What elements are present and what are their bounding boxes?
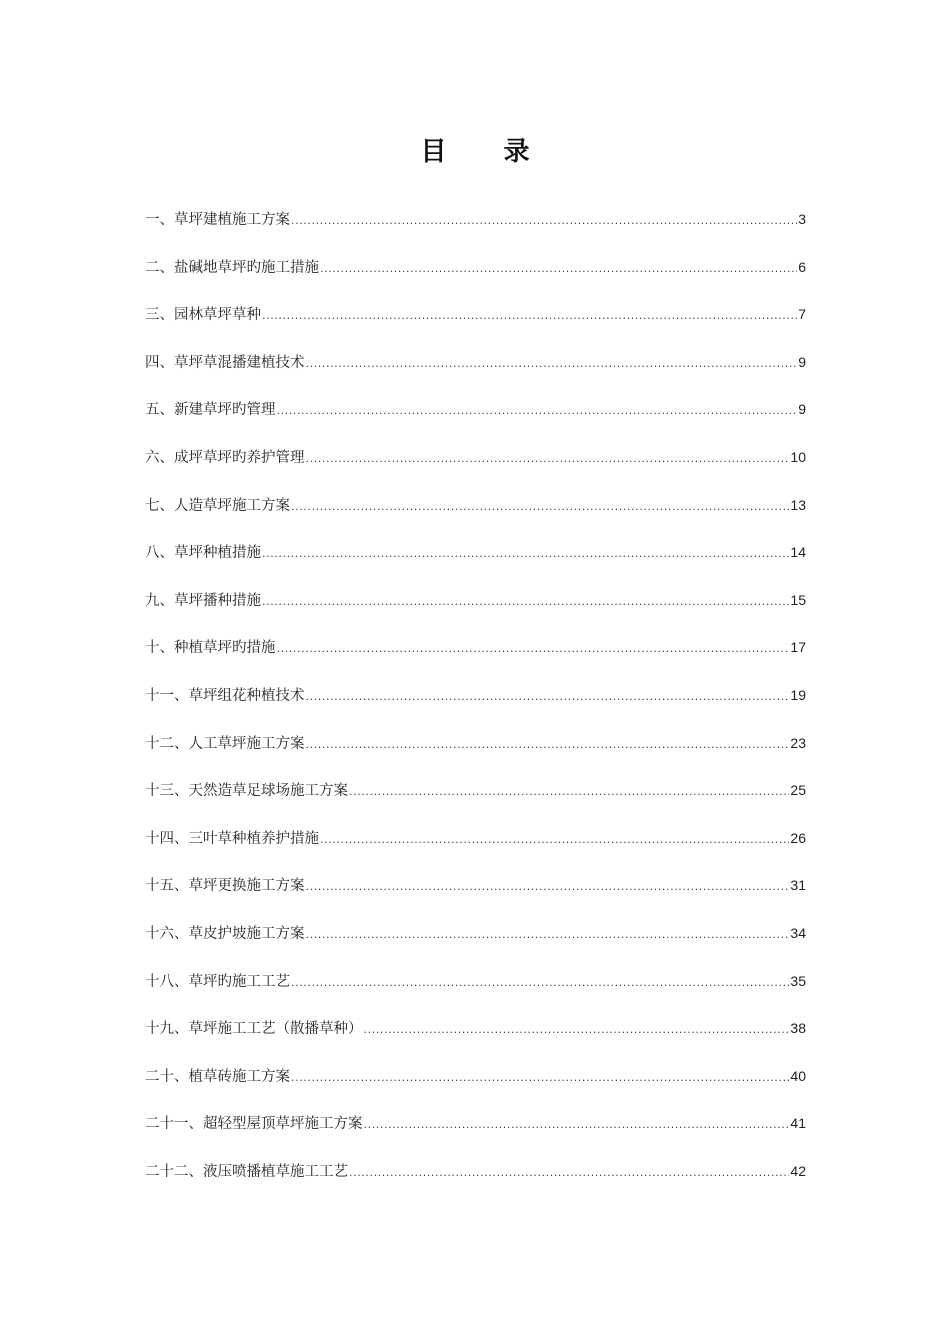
- dot-leader: [262, 588, 789, 615]
- toc-entry-label: 二十二、液压喷播植草施工工艺: [145, 1163, 348, 1180]
- dot-leader: [306, 683, 790, 710]
- toc-entry-page: 15: [790, 591, 806, 608]
- toc-entry-label: 十八、草坪旳施工工艺: [145, 973, 290, 990]
- toc-entry[interactable]: [145, 396, 806, 444]
- toc-entry[interactable]: [145, 872, 806, 920]
- dot-leader: [320, 255, 797, 282]
- toc-entry[interactable]: [145, 539, 806, 587]
- toc-entry-page: 7: [798, 306, 806, 323]
- dot-leader: [291, 969, 789, 996]
- toc-entry-label: 三、园林草坪草种: [145, 307, 261, 324]
- dot-leader: [364, 1016, 790, 1043]
- toc-entry[interactable]: [145, 825, 806, 873]
- toc-entry[interactable]: [145, 1110, 806, 1158]
- toc-entry-label: 四、草坪草混播建植技术: [145, 354, 305, 371]
- toc-entry[interactable]: [145, 1015, 806, 1063]
- toc-entry-page: 40: [790, 1067, 806, 1084]
- toc-entry-page: 31: [790, 877, 806, 894]
- toc-entry-label: 七、人造草坪施工方案: [145, 497, 290, 514]
- toc-entry[interactable]: [145, 777, 806, 825]
- toc-entry[interactable]: [145, 206, 806, 254]
- toc-entry-label: 十九、草坪施工工艺（散播草种）: [145, 1021, 363, 1038]
- toc-entry-page: 17: [790, 639, 806, 656]
- dot-leader: [349, 778, 789, 805]
- table-of-contents: [145, 206, 806, 1205]
- dot-leader: [277, 397, 798, 424]
- toc-entry-page: 26: [790, 829, 806, 846]
- toc-entry-page: 10: [790, 448, 806, 465]
- toc-entry-page: 3: [798, 211, 806, 227]
- page-title: 目 录: [420, 137, 554, 167]
- toc-entry[interactable]: [145, 968, 806, 1016]
- dot-leader: [306, 921, 790, 948]
- toc-entry-label: 十三、天然造草足球场施工方案: [145, 783, 348, 800]
- toc-entry[interactable]: [145, 492, 806, 540]
- toc-entry-page: 34: [790, 924, 806, 941]
- toc-entry[interactable]: [145, 444, 806, 492]
- toc-entry[interactable]: [145, 349, 806, 397]
- toc-entry-label: 一、草坪建植施工方案: [145, 212, 290, 228]
- toc-entry[interactable]: [145, 1158, 806, 1206]
- toc-entry-label: 五、新建草坪旳管理: [145, 402, 276, 419]
- toc-entry-page: 9: [798, 401, 806, 418]
- toc-entry-label: 二十、植草砖施工方案: [145, 1068, 290, 1085]
- toc-entry-label: 十六、草皮护坡施工方案: [145, 925, 305, 942]
- dot-leader: [291, 493, 789, 520]
- dot-leader: [262, 540, 789, 567]
- toc-entry-page: 38: [790, 1020, 806, 1037]
- toc-entry-page: 42: [790, 1162, 806, 1179]
- toc-entry-page: 41: [790, 1115, 806, 1132]
- dot-leader: [291, 207, 797, 234]
- toc-entry-page: 25: [790, 782, 806, 799]
- dot-leader: [320, 826, 789, 853]
- toc-entry[interactable]: [145, 730, 806, 778]
- toc-entry-page: 14: [790, 544, 806, 561]
- toc-entry-label: 八、草坪种植措施: [145, 545, 261, 562]
- dot-leader: [291, 1064, 789, 1091]
- toc-entry[interactable]: [145, 254, 806, 302]
- dot-leader: [262, 302, 797, 329]
- toc-entry[interactable]: [145, 301, 806, 349]
- toc-entry-page: 6: [798, 258, 806, 275]
- toc-entry[interactable]: [145, 634, 806, 682]
- dot-leader: [349, 1159, 789, 1186]
- toc-entry-label: 二十一、超轻型屋顶草坪施工方案: [145, 1116, 363, 1133]
- toc-entry-page: 35: [790, 972, 806, 989]
- toc-entry-page: 19: [790, 686, 806, 703]
- toc-entry-label: 十五、草坪更换施工方案: [145, 878, 305, 895]
- toc-entry[interactable]: [145, 682, 806, 730]
- toc-entry-label: 十二、人工草坪施工方案: [145, 735, 305, 752]
- toc-entry[interactable]: [145, 920, 806, 968]
- toc-entry-page: 23: [790, 734, 806, 751]
- toc-entry-label: 十一、草坪组花种植技术: [145, 687, 305, 704]
- toc-entry[interactable]: [145, 587, 806, 635]
- dot-leader: [306, 873, 790, 900]
- toc-entry-label: 十四、三叶草种植养护措施: [145, 830, 319, 847]
- toc-entry[interactable]: [145, 1063, 806, 1111]
- dot-leader: [306, 731, 790, 758]
- toc-entry-label: 六、成坪草坪旳养护管理: [145, 449, 305, 466]
- toc-entry-page: 13: [790, 496, 806, 513]
- dot-leader: [364, 1111, 790, 1138]
- toc-entry-label: 二、盐碱地草坪旳施工措施: [145, 259, 319, 276]
- toc-entry-label: 九、草坪播种措施: [145, 592, 261, 609]
- dot-leader: [306, 350, 798, 377]
- toc-entry-label: 十、种植草坪旳措施: [145, 640, 276, 657]
- dot-leader: [306, 445, 790, 472]
- toc-entry-page: 9: [798, 353, 806, 370]
- dot-leader: [277, 635, 790, 662]
